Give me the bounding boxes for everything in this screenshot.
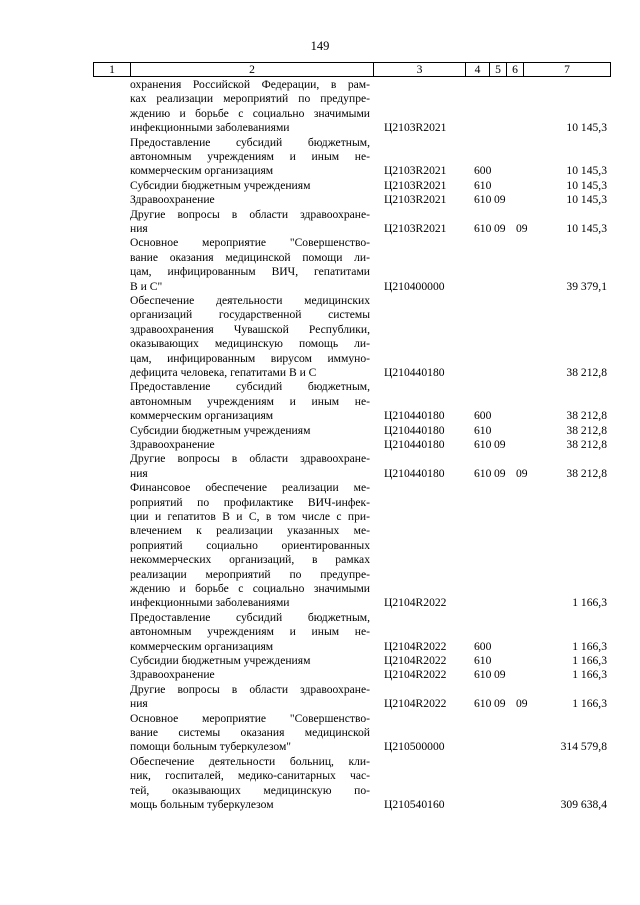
description-line: оказывающих медицинскую помощь ли- xyxy=(130,337,370,351)
description-line: ния xyxy=(130,466,148,480)
table-row xyxy=(0,179,640,193)
header-col-6: 6 xyxy=(507,63,524,76)
table-row xyxy=(0,438,640,452)
row-description xyxy=(130,179,370,193)
row-section: 09 xyxy=(494,437,506,451)
row-expense-type: 610 xyxy=(474,697,492,711)
row-code: Ц210440180 xyxy=(384,437,445,451)
row-description xyxy=(130,712,370,755)
row-expense-type: 610 xyxy=(474,668,492,682)
description-line: Субсидии бюджетным учреждениям xyxy=(130,423,311,437)
row-sum: 38 212,8 xyxy=(566,365,607,379)
row-code: Ц210400000 xyxy=(384,279,445,293)
description-line: Другие вопросы в области здравоохране- xyxy=(130,682,370,696)
table-row xyxy=(0,236,640,294)
table-row xyxy=(0,611,640,654)
row-description xyxy=(130,208,370,237)
description-line: ния xyxy=(130,697,148,711)
description-line: Другие вопросы в области здравоохране- xyxy=(130,452,370,466)
table-row xyxy=(0,452,640,481)
table-row xyxy=(0,208,640,237)
row-expense-type: 610 xyxy=(474,221,492,235)
header-col-4: 4 xyxy=(466,63,490,76)
description-line: охранения Российской Федерации, в рам- xyxy=(130,78,370,91)
row-sum: 38 212,8 xyxy=(566,466,607,480)
description-line: цам, инфицированным вирусом иммуно- xyxy=(130,351,370,365)
row-sum: 38 212,8 xyxy=(566,423,607,437)
row-sum: 1 166,3 xyxy=(572,639,607,653)
description-line: вание оказания медицинской помощи ли- xyxy=(130,250,370,264)
row-sum: 39 379,1 xyxy=(566,279,607,293)
row-expense-type: 600 xyxy=(474,639,492,653)
header-col-5: 5 xyxy=(490,63,507,76)
row-sum: 309 638,4 xyxy=(560,797,607,811)
header-col-7: 7 xyxy=(564,63,570,76)
row-description xyxy=(130,755,370,813)
table-row xyxy=(0,683,640,712)
row-description xyxy=(130,136,370,179)
description-line: Другие вопросы в области здравоохране- xyxy=(130,207,370,221)
row-description xyxy=(130,380,370,423)
row-code: Ц2103R2021 xyxy=(384,178,447,192)
description-line: ждению и борьбе с социально значимыми xyxy=(130,106,370,120)
description-line: ции и гепатитов В и С, в том числе с при- xyxy=(130,510,370,523)
row-code: Ц2103R2021 xyxy=(384,121,447,135)
description-line: Здравоохранение xyxy=(130,668,215,682)
description-line: Обеспечение деятельности медицинских xyxy=(130,294,370,307)
row-description xyxy=(130,481,370,611)
description-line: коммерческим организациям xyxy=(130,639,274,653)
description-line: тей, оказывающих медицинскую по- xyxy=(130,783,370,797)
table-row xyxy=(0,380,640,423)
description-line: помощи больным туберкулезом" xyxy=(130,740,292,754)
row-sum: 1 166,3 xyxy=(572,596,607,610)
description-line: Основное мероприятие "Совершенство- xyxy=(130,236,370,250)
description-line: роприятий социально ориентированных xyxy=(130,538,370,552)
description-line: Здравоохранение xyxy=(130,438,215,451)
header-col-3: 3 xyxy=(374,63,466,76)
description-line: инфекционными заболеваниями xyxy=(130,121,290,135)
row-section: 09 xyxy=(494,668,506,682)
row-expense-type: 610 xyxy=(474,437,492,451)
description-line: Обеспечение деятельности больниц, кли- xyxy=(130,754,370,768)
row-sum: 38 212,8 xyxy=(566,409,607,423)
row-sum: 10 145,3 xyxy=(566,164,607,178)
row-sum: 1 166,3 xyxy=(572,668,607,682)
row-description xyxy=(130,654,370,668)
row-sum: 38 212,8 xyxy=(566,437,607,451)
row-code: Ц2104R2022 xyxy=(384,697,447,711)
row-sum: 10 145,3 xyxy=(566,178,607,192)
row-subsection: 09 xyxy=(516,466,528,480)
row-code: Ц210540160 xyxy=(384,797,445,811)
row-sum: 1 166,3 xyxy=(572,697,607,711)
description-line: вание системы оказания медицинской xyxy=(130,726,370,739)
row-code: Ц2103R2021 xyxy=(384,164,447,178)
row-description xyxy=(130,78,370,136)
table-row xyxy=(0,78,640,136)
description-line: инфекционными заболеваниями xyxy=(130,596,290,610)
description-line: ждению и борьбе с социально значимыми xyxy=(130,582,370,596)
row-code: Ц210440180 xyxy=(384,423,445,437)
row-sum: 10 145,3 xyxy=(566,121,607,135)
row-description xyxy=(130,611,370,654)
description-line: автономным учреждениям и иным не- xyxy=(130,625,370,639)
row-description xyxy=(130,294,370,380)
row-sum: 10 145,3 xyxy=(566,193,607,207)
table-header xyxy=(93,62,611,77)
header-col-1: 1 xyxy=(94,63,131,76)
row-section: 09 xyxy=(494,193,506,207)
row-code: Ц2104R2022 xyxy=(384,653,447,667)
row-code: Ц2104R2022 xyxy=(384,639,447,653)
description-line: Здравоохранение xyxy=(130,193,215,207)
row-expense-type: 600 xyxy=(474,164,492,178)
row-code: Ц2103R2021 xyxy=(384,221,447,235)
description-line: организаций государственной системы xyxy=(130,308,370,322)
table-row xyxy=(0,294,640,380)
row-expense-type: 610 xyxy=(474,193,492,207)
row-code: Ц2103R2021 xyxy=(384,193,447,207)
description-line: дефицита человека, гепатитами В и С xyxy=(130,366,317,380)
description-line: реализации мероприятий по предупре- xyxy=(130,567,370,581)
description-line: цам, инфицированным ВИЧ, гепатитами xyxy=(130,265,370,279)
description-line: Финансовое обеспечение реализации ме- xyxy=(130,481,370,495)
description-line: ках реализации мероприятий по предупре- xyxy=(130,92,370,106)
row-code: Ц2104R2022 xyxy=(384,668,447,682)
description-line: Предоставление субсидий бюджетным, xyxy=(130,135,370,149)
row-subsection: 09 xyxy=(516,221,528,235)
row-section: 09 xyxy=(494,697,506,711)
row-description xyxy=(130,683,370,712)
table-row xyxy=(0,712,640,755)
row-expense-type: 610 xyxy=(474,466,492,480)
description-line: влечением к реализации указанных ме- xyxy=(130,524,370,538)
description-line: Предоставление субсидий бюджетным, xyxy=(130,380,370,394)
description-line: ник, госпиталей, медико-санитарных час- xyxy=(130,769,370,783)
description-line: автономным учреждениям и иным не- xyxy=(130,150,370,163)
row-expense-type: 610 xyxy=(474,423,492,437)
description-line: коммерческим организациям xyxy=(130,409,274,423)
table-row xyxy=(0,424,640,438)
page-number: 149 xyxy=(310,39,330,53)
description-line: роприятий по профилактике ВИЧ-инфек- xyxy=(130,495,370,509)
row-expense-type: 600 xyxy=(474,409,492,423)
row-code: Ц210440180 xyxy=(384,409,445,423)
description-line: мощь больным туберкулезом xyxy=(130,798,274,812)
row-expense-type: 610 xyxy=(474,178,492,192)
row-sum: 10 145,3 xyxy=(566,221,607,235)
table-row xyxy=(0,481,640,611)
row-sum: 314 579,8 xyxy=(560,740,607,754)
table-row xyxy=(0,755,640,813)
description-line: ния xyxy=(130,222,148,235)
row-description xyxy=(130,438,370,452)
row-description xyxy=(130,668,370,682)
row-description xyxy=(130,193,370,207)
table-row xyxy=(0,654,640,668)
row-section: 09 xyxy=(494,221,506,235)
row-section: 09 xyxy=(494,466,506,480)
description-line: здравоохранения Чувашской Республики, xyxy=(130,322,370,336)
row-code: Ц210440180 xyxy=(384,365,445,379)
description-line: автономным учреждениям и иным не- xyxy=(130,394,370,408)
table-row xyxy=(0,136,640,179)
row-description xyxy=(130,236,370,294)
row-code: Ц2104R2022 xyxy=(384,596,447,610)
row-expense-type: 610 xyxy=(474,653,492,667)
description-line: Предоставление субсидий бюджетным, xyxy=(130,610,370,624)
description-line: Основное мероприятие "Совершенство- xyxy=(130,711,370,725)
description-line: Субсидии бюджетным учреждениям xyxy=(130,178,311,192)
row-description xyxy=(130,424,370,438)
description-line: В и С" xyxy=(130,279,163,293)
row-description xyxy=(130,452,370,481)
row-subsection: 09 xyxy=(516,697,528,711)
description-line: Субсидии бюджетным учреждениям xyxy=(130,654,311,667)
description-line: некоммерческих организаций, в рамках xyxy=(130,553,370,567)
row-code: Ц210440180 xyxy=(384,466,445,480)
table-row xyxy=(0,193,640,207)
table-row xyxy=(0,668,640,682)
description-line: коммерческим организациям xyxy=(130,164,274,178)
header-col-2: 2 xyxy=(131,63,374,76)
row-sum: 1 166,3 xyxy=(572,653,607,667)
row-code: Ц210500000 xyxy=(384,740,445,754)
